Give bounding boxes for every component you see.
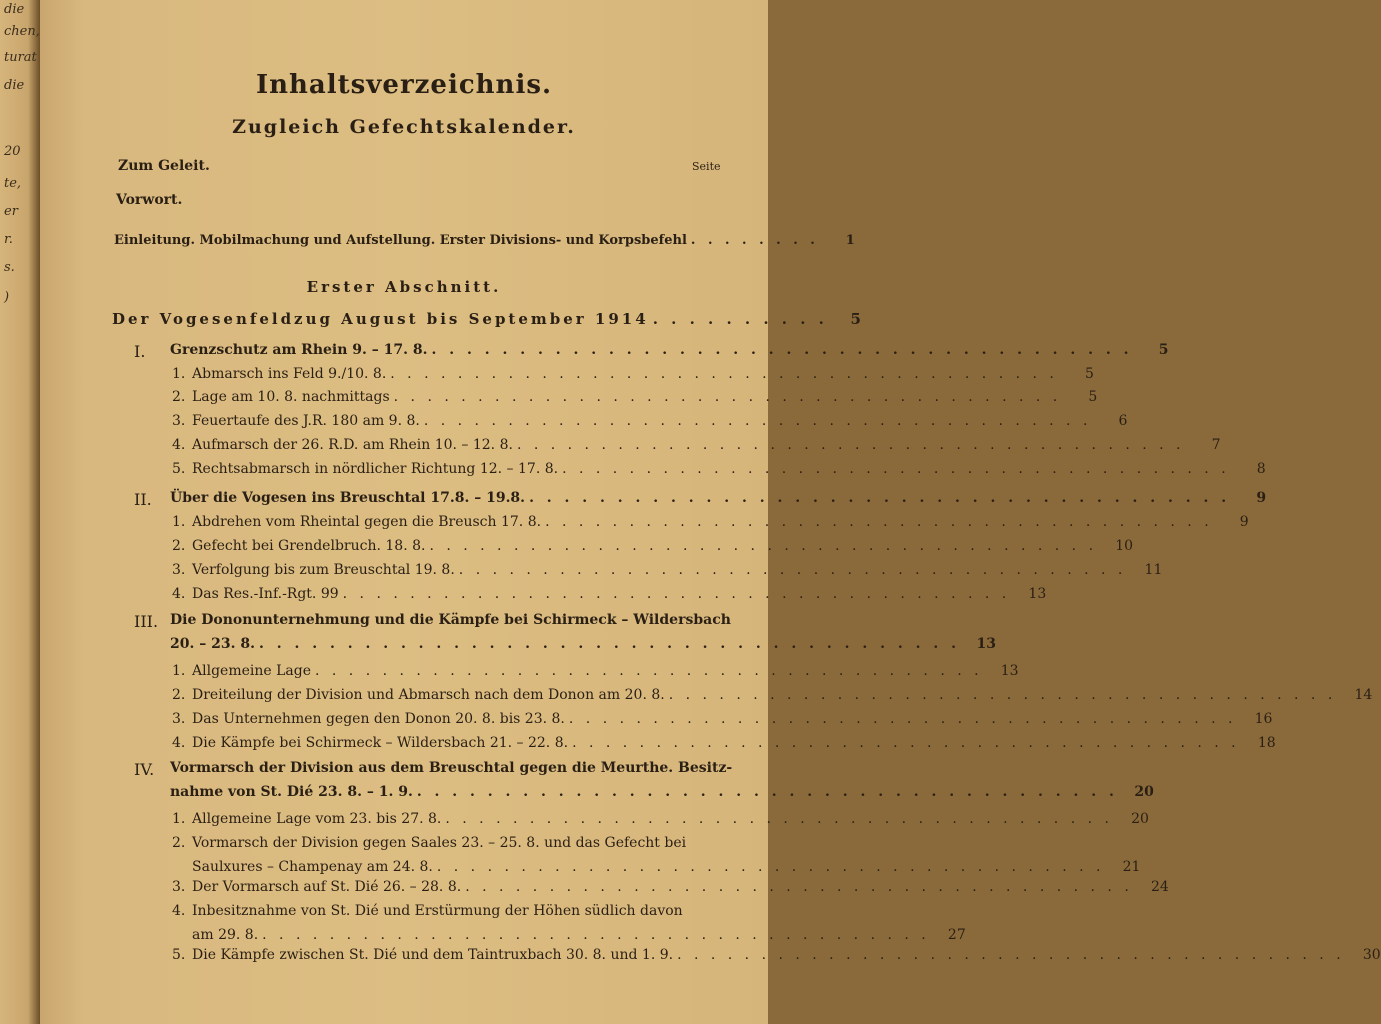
toc-page-number: 20: [1131, 811, 1149, 827]
left-page-fragment: 20: [4, 144, 21, 159]
toc-page-number: 11: [1144, 562, 1163, 578]
left-page-fragment: s.: [4, 260, 15, 275]
toc-page-number: 21: [1122, 859, 1141, 875]
toc-entry-number: 4.: [172, 586, 186, 602]
toc-entry-number: 3.: [172, 562, 186, 578]
toc-entry: Das Unternehmen gegen den Donon 20. 8. bis 23. 8. . . . . . . . . . . . . . . . . . . . . . . . . . . . . . . . . . . . . . . . . 16: [192, 711, 1273, 727]
toc-entry: Abmarsch ins Feld 9./10. 8. . . . . . . . . . . . . . . . . . . . . . . . . . . . . . . . . . . . . . . . . 5: [192, 366, 1094, 382]
book-page: [40, 0, 1381, 1024]
toc-entry: Das Res.-Inf.-Rgt. 99 . . . . . . . . . . . . . . . . . . . . . . . . . . . . . . . . . . . . . . . . 13: [192, 586, 1047, 602]
section-heading: Erster Abschnitt.: [306, 278, 502, 296]
toc-page-number: 14: [1354, 687, 1373, 703]
part-heading: Der Vogesenfeldzug August bis September 1914 . . . . . . . . . . 5: [112, 310, 864, 328]
toc-entry: Die Kämpfe bei Schirmeck – Wildersbach 21. – 22. 8. . . . . . . . . . . . . . . . . . . . . . . . . . . . . . . . . . . . . . . . . 18: [192, 735, 1276, 751]
toc-page-number: 9: [1239, 514, 1249, 530]
toc-entry-number: 4.: [172, 437, 186, 453]
toc-entry: Die Kämpfe zwischen St. Dié und dem Taintruxbach 30. 8. und 1. 9. . . . . . . . . . . . . . . . . . . . . . . . . . . . . . . . . . . . . . . . . 30: [192, 947, 1381, 963]
toc-entry: Der Vormarsch auf St. Dié 26. – 28. 8. . . . . . . . . . . . . . . . . . . . . . . . . . . . . . . . . . . . . . . . . 24: [192, 879, 1169, 895]
toc-entry: Allgemeine Lage vom 23. bis 27. 8. . . . . . . . . . . . . . . . . . . . . . . . . . . . . . . . . . . . . . . . . 20: [192, 811, 1149, 827]
toc-entry-number: 5.: [172, 461, 186, 477]
left-page-fragment: turat: [4, 50, 37, 65]
toc-page-number: 6: [1118, 413, 1128, 429]
toc-entry: Dreiteilung der Division und Abmarsch nach dem Donon am 20. 8. . . . . . . . . . . . . . . . . . . . . . . . . . . . . . . . . . . . . . . . . 14: [192, 687, 1373, 703]
toc-page-number: 5: [1084, 366, 1094, 382]
left-page-edge: [0, 0, 40, 1024]
toc-entry-number: 1.: [172, 366, 186, 382]
page-subtitle: Zugleich Gefechtskalender.: [232, 116, 576, 138]
left-page-fragment: r.: [4, 232, 13, 247]
toc-entry: Feuertaufe des J.R. 180 am 9. 8. . . . . . . . . . . . . . . . . . . . . . . . . . . . . . . . . . . . . . . . . 6: [192, 413, 1128, 429]
left-page-fragment: die: [4, 2, 25, 17]
toc-entry-number: 2.: [172, 538, 186, 554]
toc-page-number: 9: [1256, 490, 1267, 506]
left-page-fragment: er: [4, 204, 18, 219]
toc-page-number: 13: [1000, 663, 1019, 679]
toc-entry: Abdrehen vom Rheintal gegen die Breusch 17. 8. . . . . . . . . . . . . . . . . . . . . . . . . . . . . . . . . . . . . . . . . 9: [192, 514, 1249, 530]
left-page-fragment: ): [4, 290, 10, 305]
toc-page-number: 30: [1362, 947, 1381, 963]
toc-entry-number: 3.: [172, 879, 186, 895]
toc-page-number: 5: [1088, 389, 1098, 405]
toc-entry-number: 3.: [172, 711, 186, 727]
toc-entry: Verfolgung bis zum Breuschtal 19. 8. . . . . . . . . . . . . . . . . . . . . . . . . . . . . . . . . . . . . . . . . 11: [192, 562, 1163, 578]
toc-page-number: 13: [976, 636, 997, 652]
left-page-fragment: te,: [4, 176, 22, 191]
toc-entry-number: 2.: [172, 835, 186, 851]
toc-page-number: 5: [1158, 342, 1169, 358]
toc-page-number: 13: [1028, 586, 1047, 602]
seite-label: Seite: [692, 160, 721, 173]
toc-front-entry: Vorwort.: [116, 192, 183, 208]
toc-entry-number: III.: [134, 612, 159, 631]
toc-entry-number: 3.: [172, 413, 186, 429]
toc-entry-number: 4.: [172, 735, 186, 751]
toc-entry: Die Dononunternehmung und die Kämpfe bei Schirmeck – Wildersbach: [170, 612, 731, 628]
toc-entry-number: 2.: [172, 687, 186, 703]
toc-page-number: 20: [1134, 784, 1154, 800]
toc-entry: nahme von St. Dié 23. 8. – 1. 9. . . . . . . . . . . . . . . . . . . . . . . . . . . . . . . . . . . . . . . . . 20: [170, 784, 1154, 800]
toc-entry-number: 1.: [172, 663, 186, 679]
toc-entry-number: 1.: [172, 514, 186, 530]
toc-entry: Saulxures – Champenay am 24. 8. . . . . . . . . . . . . . . . . . . . . . . . . . . . . . . . . . . . . . . . . 21: [192, 859, 1141, 875]
toc-entry-number: IV.: [134, 760, 155, 779]
toc-entry: Inbesitznahme von St. Dié und Erstürmung der Höhen südlich davon: [192, 903, 683, 919]
toc-entry: Allgemeine Lage . . . . . . . . . . . . . . . . . . . . . . . . . . . . . . . . . . . . . . . . 13: [192, 663, 1019, 679]
toc-page-number: 8: [1256, 461, 1266, 477]
toc-entry: Grenzschutz am Rhein 9. – 17. 8. . . . . . . . . . . . . . . . . . . . . . . . . . . . . . . . . . . . . . . . . 5: [170, 342, 1169, 358]
toc-front-entry: Einleitung. Mobilmachung und Aufstellung. Erster Divisions- und Korpsbefehl . . . . . . . . 1: [114, 233, 855, 248]
page-title: Inhaltsverzeichnis.: [255, 70, 553, 100]
toc-page-number: 24: [1150, 879, 1169, 895]
left-page-fragment: chen,: [4, 24, 40, 39]
toc-page-number: 18: [1257, 735, 1276, 751]
toc-entry: Gefecht bei Grendelbruch. 18. 8. . . . . . . . . . . . . . . . . . . . . . . . . . . . . . . . . . . . . . . . . 10: [192, 538, 1134, 554]
toc-entry: 20. – 23. 8. . . . . . . . . . . . . . . . . . . . . . . . . . . . . . . . . . . . . . . . . 13: [170, 636, 997, 652]
toc-entry-number: I.: [134, 342, 146, 361]
toc-entry: Vormarsch der Division aus dem Breuschtal gegen die Meurthe. Besitz-: [170, 760, 733, 776]
left-page-fragment: die: [4, 78, 25, 93]
toc-entry-number: II.: [134, 490, 152, 509]
toc-front-entry: Zum Geleit.: [118, 158, 210, 174]
toc-page-number: 10: [1115, 538, 1134, 554]
toc-entry: am 29. 8. . . . . . . . . . . . . . . . . . . . . . . . . . . . . . . . . . . . . . . . . 27: [192, 927, 966, 943]
toc-page-number: 16: [1254, 711, 1273, 727]
toc-entry: Lage am 10. 8. nachmittags . . . . . . . . . . . . . . . . . . . . . . . . . . . . . . . . . . . . . . . . 5: [192, 389, 1098, 405]
toc-page-number: 7: [1211, 437, 1221, 453]
toc-entry-number: 5.: [172, 947, 186, 963]
toc-entry-number: 2.: [172, 389, 186, 405]
toc-entry: Rechtsabmarsch in nördlicher Richtung 12. – 17. 8. . . . . . . . . . . . . . . . . . . . . . . . . . . . . . . . . . . . . . . . . 8: [192, 461, 1266, 477]
toc-entry: Aufmarsch der 26. R.D. am Rhein 10. – 12. 8. . . . . . . . . . . . . . . . . . . . . . . . . . . . . . . . . . . . . . . . . 7: [192, 437, 1221, 453]
toc-entry: Über die Vogesen ins Breuschtal 17.8. – 19.8. . . . . . . . . . . . . . . . . . . . . . . . . . . . . . . . . . . . . . . . . 9: [170, 490, 1267, 506]
toc-page-number: 27: [947, 927, 966, 943]
toc-entry-number: 1.: [172, 811, 186, 827]
toc-entry: Vormarsch der Division gegen Saales 23. – 25. 8. und das Gefecht bei: [192, 835, 687, 851]
toc-entry-number: 4.: [172, 903, 186, 919]
